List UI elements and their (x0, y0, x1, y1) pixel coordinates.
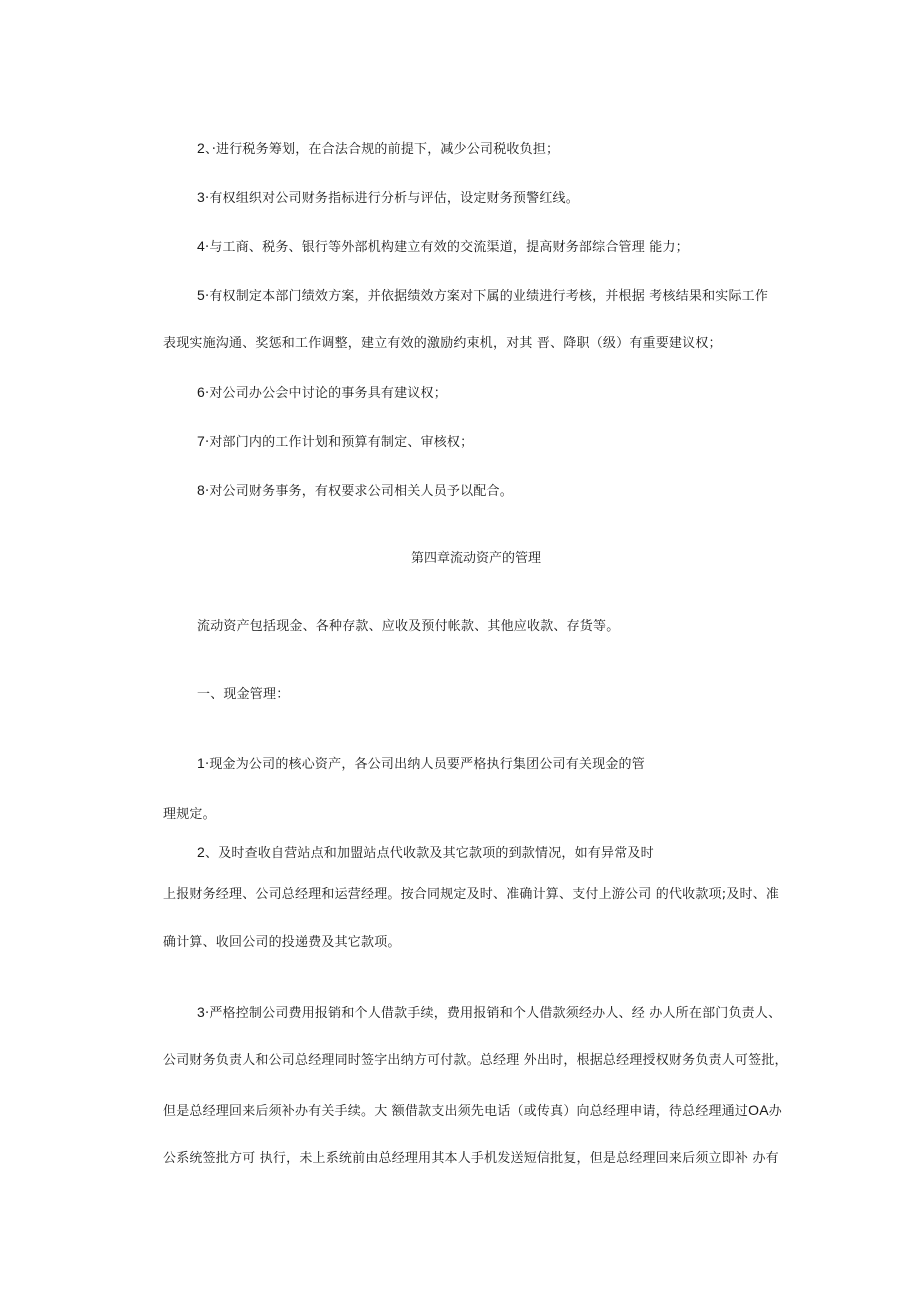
clause-text: ·对部门内的工作计划和预算有制定、审核权； (205, 435, 474, 450)
cash-clause-2-continuation-1 (163, 886, 779, 904)
clause-text: 但是总经理回来后须补办有关手续。大 额借款支出须先电话（或传真）向总经理申请，待总经理通过 (163, 1104, 749, 1119)
clause-number: 7 (197, 433, 205, 449)
cash-clause-2 (197, 843, 654, 863)
cash-clause-3 (197, 1003, 781, 1023)
clause-number: 4 (197, 238, 205, 254)
clause-number: 3 (197, 1004, 205, 1020)
cash-clause-3-continuation-1 (163, 1052, 788, 1070)
section-title: 一、现金管理： (197, 687, 290, 702)
clause-number: 2 (197, 844, 205, 860)
clause-text: 确计算、收回公司的投递费及其它款项。 (163, 935, 401, 950)
clause-text: ·对公司财务事务，有权要求公司相关人员予以配合。 (205, 484, 513, 499)
clause-text: 公系统签批方可 执行，未上系统前由总经理用其本人手机发送短信批复，但是总经理回来后须立即补 办有 (163, 1151, 779, 1166)
clause-text: ·与工商、税务、银行等外部机构建立有效的交流渠道，提高财务部综合管理 能力； (205, 240, 689, 255)
cash-clause-3-continuation-2 (163, 1101, 782, 1121)
clause-text: 表现实施沟通、奖惩和工作调整，建立有效的激励约束机，对其 晋、降职（级）有重要建议权； (163, 336, 722, 351)
oa-system-abbr: OA (748, 1102, 769, 1118)
paragraph-text: 流动资产包括现金、各种存款、应收及预付帐款、其他应收款、存货等。 (197, 619, 620, 634)
clause-text: ·有权制定本部门绩效方案，并依据绩效方案对下属的业绩进行考核，并根据 考核结果和实际工作 (205, 289, 769, 304)
clause-text: 上报财务经理、公司总经理和运营经理。按合同规定及时、准确计算、支付上游公司 的代收款项;及时、准 (163, 887, 780, 902)
clause-text: ·现金为公司的核心资产，各公司出纳人员要严格执行集团公司有关现金的管 (205, 757, 645, 772)
cash-clause-1-continuation (163, 806, 216, 824)
clause-text: ·对公司办公会中讨论的事务具有建议权； (205, 386, 447, 401)
clause-5-continuation (163, 335, 722, 353)
clause-8-cooperation (197, 481, 513, 501)
chapter-heading: 第四章流动资产的管理 (411, 551, 542, 566)
clause-number: 6 (197, 384, 205, 400)
clause-number: 5 (197, 287, 205, 303)
clause-6-advisory-right (197, 383, 447, 403)
clause-number: 8 (197, 482, 205, 498)
cash-clause-2-continuation-2 (163, 934, 401, 952)
cash-clause-3-continuation-3 (163, 1150, 779, 1168)
clause-number: 1 (197, 755, 205, 771)
clause-text: 公司财务负责人和公司总经理同时签字出纳方可付款。总经理 外出时，根据总经理授权财务负责人可签批， (163, 1053, 788, 1068)
clause-3-financial-analysis (197, 188, 579, 208)
clause-number: 2 (197, 140, 205, 156)
section-cash-management (197, 686, 289, 704)
clause-text: ·严格控制公司费用报销和个人借款手续，费用报销和个人借款须经办人、经 办人所在部门负责人、 (205, 1006, 782, 1021)
clause-5-performance-plan (197, 286, 768, 306)
cash-clause-1 (197, 754, 645, 774)
clause-text: 理规定。 (163, 807, 216, 822)
clause-4-external-channels (197, 237, 689, 257)
clause-7-budget-right (197, 432, 473, 452)
current-assets-intro (197, 618, 619, 636)
clause-text: 、·进行税务筹划，在合法合规的前提下，减少公司税收负担； (205, 142, 560, 157)
clause-2-tax-planning (197, 139, 559, 159)
clause-text: 办 (768, 1104, 782, 1119)
clause-text: 、及时查收自营站点和加盟站点代收款及其它款项的到款情况，如有异常及时 (205, 846, 654, 861)
clause-number: 3 (197, 189, 205, 205)
clause-text: ·有权组织对公司财务指标进行分析与评估，设定财务预警红线。 (205, 191, 579, 206)
